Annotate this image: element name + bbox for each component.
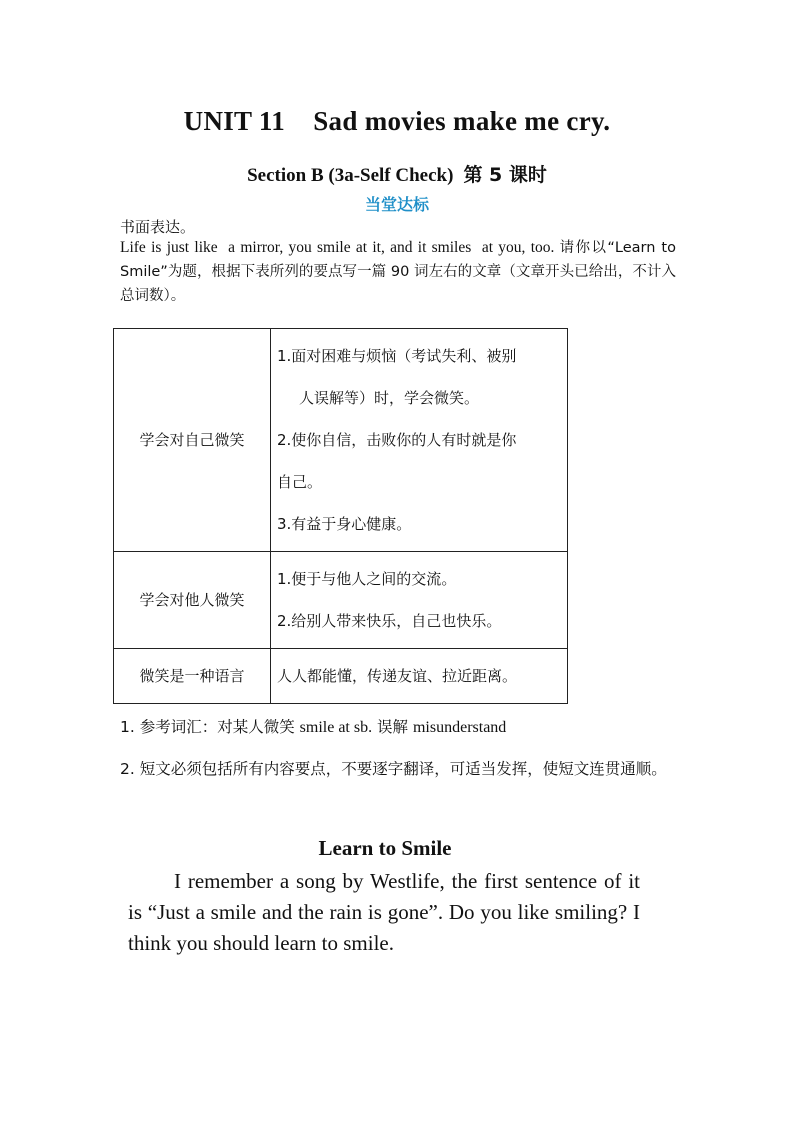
table-row-content: [271, 329, 568, 552]
task-heading: 书面表达。: [120, 218, 196, 236]
essay-paragraph: I remember a song by Westlife, the first sentence of it is “Just a smile and the rain is gone”. Do you like smiling? I think you should learn to smile.: [128, 869, 640, 955]
note-vocabulary-label: 1. 参考词汇：对某人微笑: [120, 718, 295, 736]
table-row-content: [271, 649, 568, 704]
section-label: 当堂达标: [364, 195, 429, 214]
task-english-line: Life is just like a mirror, you smile at it, and it smiles at you, too.: [120, 239, 555, 256]
list-item: 2.使你自信，击败你的人有时就是你: [277, 431, 517, 449]
note-vocabulary-label-2: 误解: [377, 718, 409, 736]
note-vocabulary-term-1: smile at sb.: [299, 719, 373, 736]
table-row: [114, 552, 568, 649]
list-item: 2.给别人带来快乐，自己也快乐。: [277, 612, 502, 630]
table-row-label: 学会对自己微笑: [114, 329, 271, 552]
list-item: 3.有益于身心健康。: [277, 515, 412, 533]
section-subtitle: [0, 160, 794, 187]
list-item: 1.便于与他人之间的交流。: [277, 570, 457, 588]
list-item: 自己。: [277, 473, 323, 491]
requirements-table: [113, 328, 568, 704]
note-vocabulary: [120, 706, 676, 749]
note-vocabulary-term-2: misunderstand: [412, 719, 507, 736]
list-item: 人误解等）时，学会微笑。: [299, 389, 480, 407]
table-row-content: [271, 552, 568, 649]
table-row-label: 学会对他人微笑: [114, 552, 271, 649]
table-row: [114, 649, 568, 704]
essay-title: Learn to Smile: [318, 836, 452, 860]
list-item: 人人都能懂，传递友谊、拉近距离。: [277, 667, 518, 685]
essay-body: [128, 866, 640, 959]
subtitle-chinese: 第 5 课时: [463, 164, 547, 186]
task-chinese-line: 请你以“Learn to Smile”为题，根据下表所列的要点写一篇 90 词左右的文章（文章开头已给出，不计入总词数）。: [120, 240, 676, 304]
table-row: [114, 329, 568, 552]
list-item: 1.面对困难与烦恼（考试失利、被别: [277, 347, 517, 365]
subtitle-english: Section B (3a-Self Check): [247, 165, 454, 186]
table-row-label: 微笑是一种语言: [114, 649, 271, 704]
unit-title: UNIT 11 Sad movies make me cry.: [183, 106, 611, 136]
note-requirements: 2. 短文必须包括所有内容要点，不要逐字翻译，可适当发挥，使短文连贯通顺。: [120, 760, 667, 778]
task-instructions: [120, 236, 676, 308]
